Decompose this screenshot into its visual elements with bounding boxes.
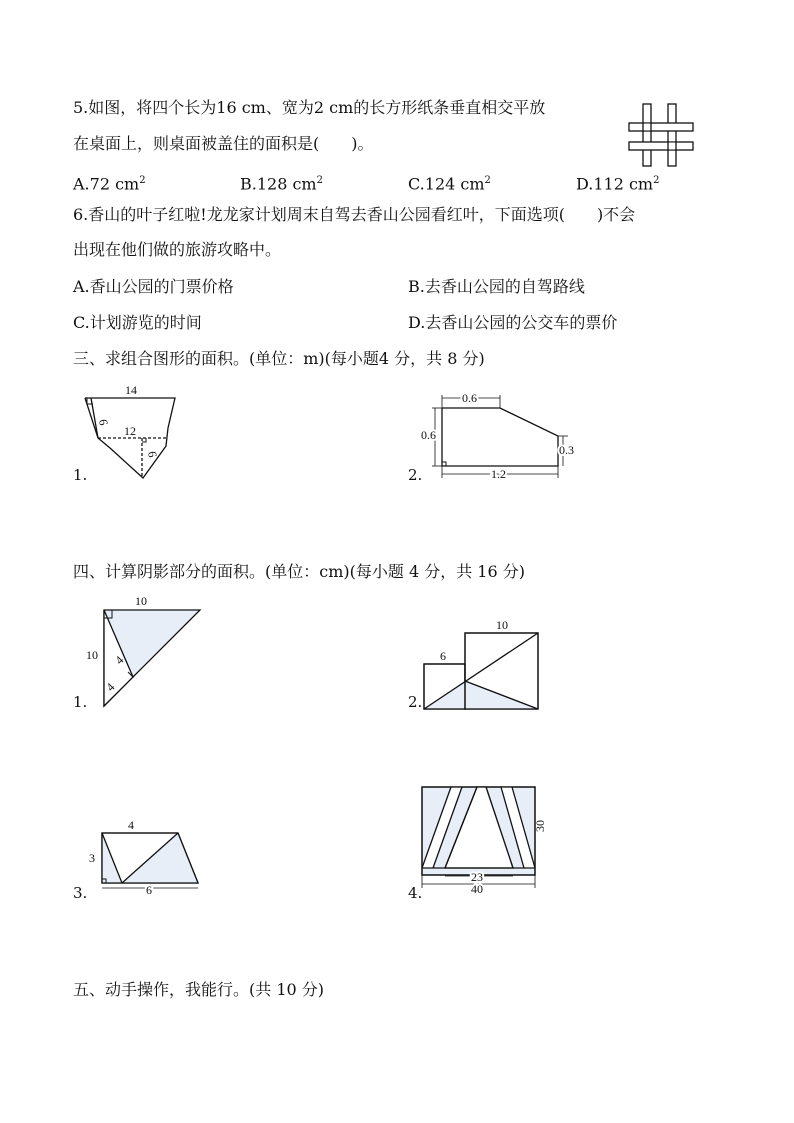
- s3-fig1-number: 1.: [73, 466, 88, 484]
- s4-fig4-label-inner: 23: [471, 870, 483, 884]
- s4-fig1-label-a: 4: [112, 652, 127, 668]
- s3-fig2-label-right: 0.3: [559, 443, 574, 457]
- q5-option-d: D.112 $cm^2$: [576, 174, 660, 194]
- s4-fig3-number: 3.: [73, 884, 88, 902]
- s4-fig2-label-small: 6: [440, 649, 446, 663]
- q6-line1: 6.香山的叶子红啦!龙龙家计划周末自驾去香山公园看红叶，下面选项( )不会: [73, 205, 636, 224]
- s3-fig2-label-left: 0.6: [421, 428, 436, 442]
- s3-fig2-trapezoid-shape: [418, 388, 588, 480]
- s3-fig2-number: 2.: [408, 466, 423, 484]
- s4-fig4-label-height: 30: [533, 820, 547, 832]
- q5-paper-strips-figure: [626, 103, 696, 167]
- s4-fig2-squares-figure: [418, 615, 548, 715]
- s4-fig1-number: 1.: [73, 693, 88, 711]
- section4-title: 四、计算阴影部分的面积。(单位：cm)(每小题 4 分，共 16 分): [73, 562, 525, 581]
- s3-fig1-label-top: 14: [125, 383, 137, 397]
- q6-option-c: C.计划游览的时间: [73, 313, 202, 332]
- q6-option-d: D.去香山公园的公交车的票价: [408, 313, 618, 332]
- s4-fig2-label-big: 10: [496, 618, 508, 632]
- section3-title: 三、求组合图形的面积。(单位：m)(每小题4 分，共 8 分): [73, 349, 485, 368]
- s4-fig1-label-b: 4: [103, 679, 118, 695]
- q5-line2: 在桌面上，则桌面被盖住的面积是( )。: [73, 134, 374, 153]
- s4-fig4-rectangle-figure: [418, 780, 558, 900]
- q5-option-a: A.72 $cm^2$: [73, 174, 146, 194]
- q5-option-c: C.124 $cm^2$: [408, 174, 491, 194]
- s4-fig1-label-left: 10: [86, 648, 98, 662]
- s4-fig3-label-bottom: 6: [146, 883, 152, 897]
- s4-fig3-label-top: 4: [128, 818, 134, 832]
- q6-option-a: A.香山公园的门票价格: [73, 277, 234, 296]
- s4-fig1-label-top: 10: [135, 594, 147, 608]
- s4-fig3-label-left: 3: [89, 851, 95, 865]
- s3-fig1-combined-shape: [80, 380, 190, 480]
- s3-fig1-label-mid: 12: [124, 424, 136, 438]
- s3-fig1-label-low: 6: [145, 450, 160, 459]
- s4-fig4-label-outer: 40: [471, 882, 483, 896]
- q6-option-b: B.去香山公园的自驾路线: [408, 277, 585, 296]
- s4-fig1-triangle-figure: [80, 592, 210, 710]
- s3-fig2-label-bottom: 1.2: [491, 467, 506, 481]
- q5-option-b: B.128 $cm^2$: [240, 174, 323, 194]
- s4-fig4-number: 4.: [408, 884, 423, 902]
- s3-fig2-label-top: 0.6: [462, 391, 477, 405]
- s4-fig3-trapezoid-figure: [80, 816, 210, 898]
- section5-title: 五、动手操作，我能行。(共 10 分): [73, 980, 325, 999]
- s3-fig1-label-side: 6: [96, 418, 111, 427]
- s4-fig2-number: 2.: [408, 693, 423, 711]
- q6-line2: 出现在他们做的旅游攻略中。: [73, 240, 282, 259]
- q5-line1: 5.如图，将四个长为16 cm、宽为2 cm的长方形纸条垂直相交平放: [73, 98, 546, 117]
